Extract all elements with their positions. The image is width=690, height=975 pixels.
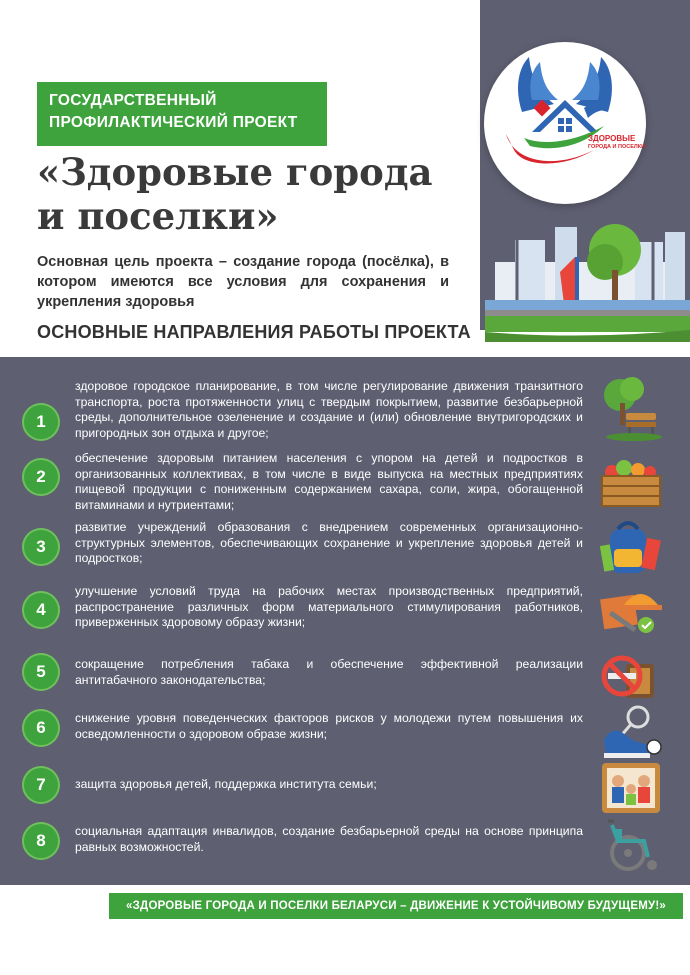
item-number: 2 — [22, 458, 60, 496]
item-number: 3 — [22, 528, 60, 566]
item-text: снижение уровня поведенческих факторов рисков у молодежи путем повышения их осведомленности о здоровом образе жизни; — [75, 711, 583, 741]
item-number: 7 — [22, 766, 60, 804]
item-number: 1 — [22, 403, 60, 441]
list-item — [0, 654, 690, 714]
item-text: обеспечение здоровым питанием населения с упором на детей и подростков в организованных коллективах, в том числе в виде выпуска на местных предприятиях пищевой продукции с пониженным содержанием сахара, соли, жира, обогащенной витаминами и нутриентами; — [75, 451, 583, 512]
directions-panel — [0, 357, 690, 885]
logo-text-line2: ГОРОДА И ПОСЕЛКИ — [588, 144, 646, 150]
title-line2: и поселки» — [37, 194, 279, 238]
list-item — [0, 379, 690, 449]
page-title — [37, 150, 507, 238]
family-portrait-icon — [598, 755, 664, 819]
footer-slogan: «ЗДОРОВЫЕ ГОРОДА И ПОСЕЛКИ БЕЛАРУСИ – ДВИЖЕНИЕ К УСТОЙЧИВОМУ БУДУЩЕМУ!» — [109, 893, 683, 919]
badge-line1: ГОСУДАРСТВЕННЫЙ — [49, 92, 217, 109]
project-logo — [484, 42, 646, 204]
city-park-illustration — [485, 212, 690, 342]
item-text: здоровое городское планирование, в том числе регулирование движения транзитного транспорта, роста протяженности улиц с твердым покрытием, развитие безбарьерной среды, дополнительное озеленение и создание и (или) обновление внутригородских и пригородных зон отдыха и другое; — [75, 379, 583, 440]
title-line1: «Здоровые города — [37, 150, 433, 194]
item-number: 8 — [22, 822, 60, 860]
list-item — [0, 584, 690, 649]
park-bench-tree-icon — [598, 377, 664, 441]
wheelchair-icon — [598, 811, 664, 875]
item-number: 5 — [22, 653, 60, 691]
project-goal-text: Основная цель проекта – создание города (посёлка), в котором имеются все условия для сохранения и укрепления здоровья — [37, 254, 449, 310]
school-backpack-icon — [598, 515, 664, 579]
hard-hat-tools-icon — [598, 575, 664, 639]
list-item — [0, 709, 690, 769]
list-item — [0, 767, 690, 827]
item-text: сокращение потребления табака и обеспечение эффективной реализации антитабачного законодательства; — [75, 657, 583, 687]
item-number: 6 — [22, 709, 60, 747]
item-text: защита здоровья детей, поддержка института семьи; — [75, 777, 377, 791]
item-number: 4 — [22, 591, 60, 629]
logo-text-line1: ЗДОРОВЫЕ — [588, 134, 636, 143]
list-item — [0, 824, 690, 887]
project-badge — [37, 82, 327, 146]
item-text: развитие учреждений образования с внедрением современных организационно-структурных элементов, обеспечивающих сохранение и укрепление здоровья детей и подростков; — [75, 520, 583, 565]
section-title: ОСНОВНЫЕ НАПРАВЛЕНИЯ РАБОТЫ ПРОЕКТА — [37, 322, 471, 342]
list-item — [0, 520, 690, 589]
item-text: улучшение условий труда на рабочих местах производственных предприятий, распространение различных форм материального стимулирования работников, приверженных здоровому образу жизни; — [75, 584, 583, 629]
item-text: социальная адаптация инвалидов, создание безбарьерной среды на основе принципа равных возможностей. — [75, 824, 583, 854]
vegetable-crate-icon — [598, 452, 664, 516]
badge-line2: ПРОФИЛАКТИЧЕСКИЙ ПРОЕКТ — [49, 114, 298, 131]
list-item — [0, 451, 690, 514]
healthy-cities-logo-icon — [484, 42, 646, 204]
no-smoking-law-icon — [598, 644, 664, 708]
